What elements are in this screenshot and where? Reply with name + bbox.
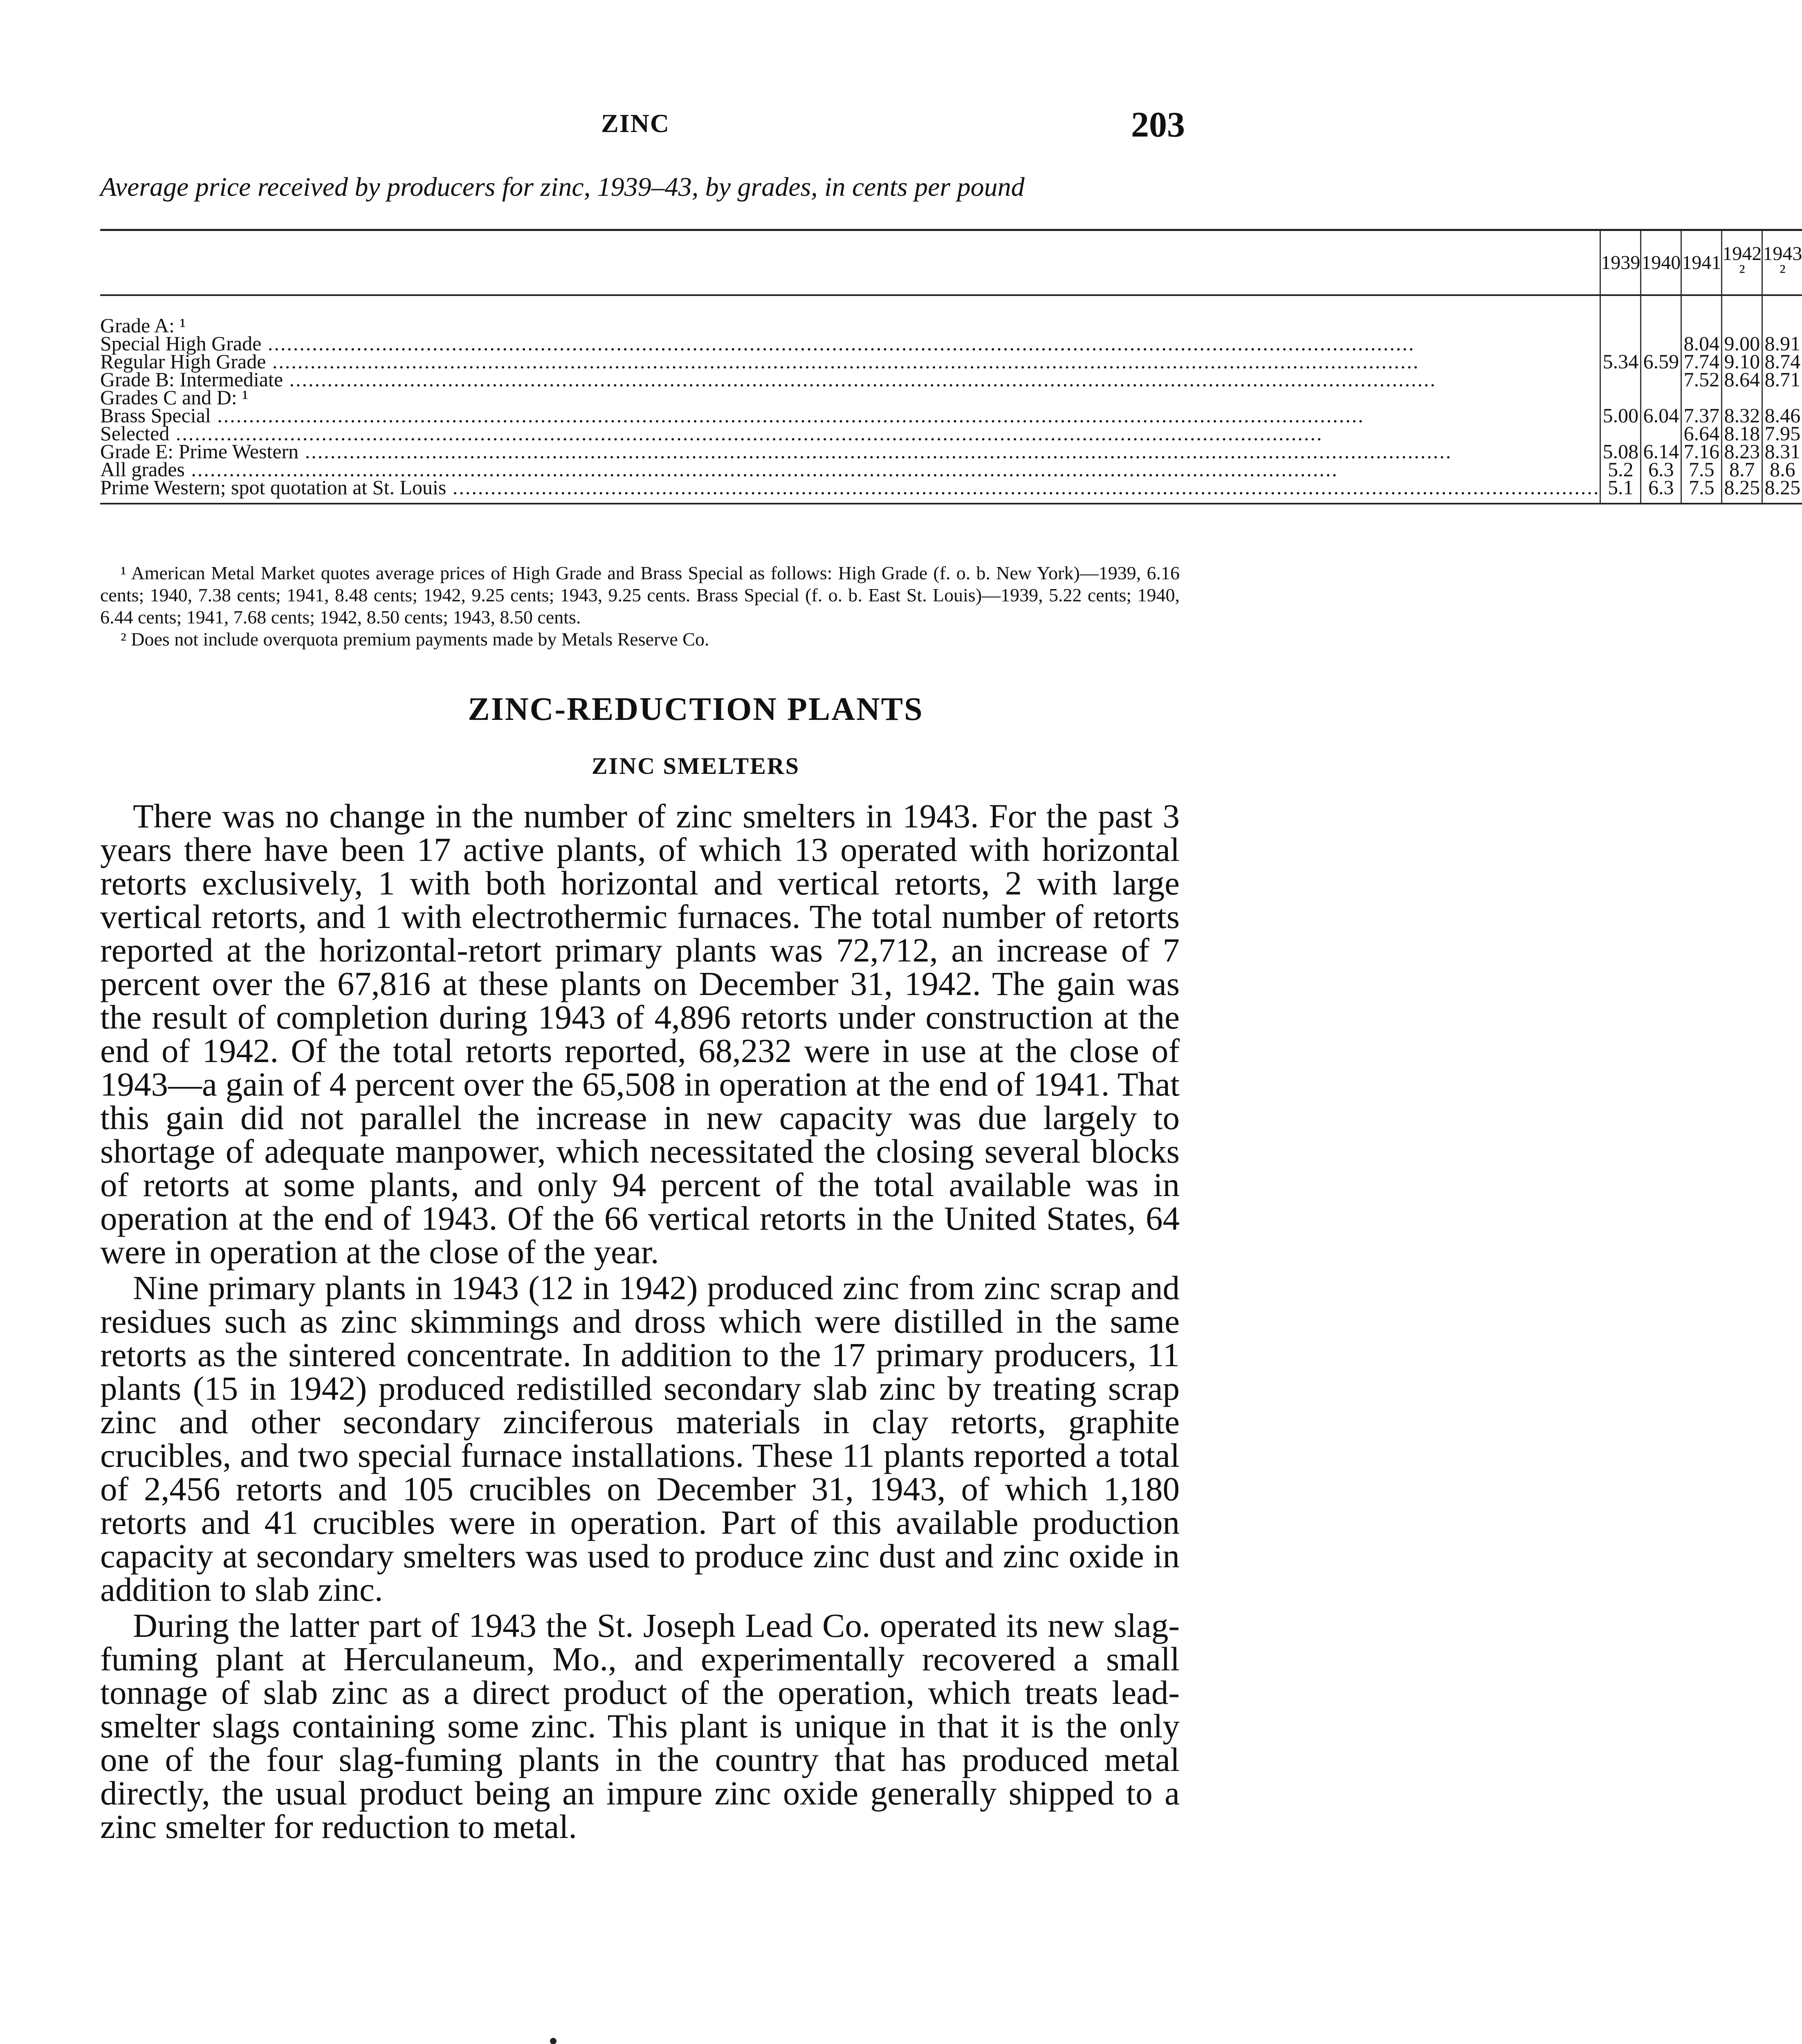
section-title: ZINC-REDUCTION PLANTS xyxy=(468,691,924,727)
table-cell: 6.64 xyxy=(1681,424,1722,442)
table-cell: 7.16 xyxy=(1681,442,1722,460)
table-cell: 9.10 xyxy=(1722,352,1762,370)
row-label: Brass Special ..... xyxy=(100,404,1364,427)
table-cell: 5.34 xyxy=(1600,352,1641,370)
row-label: Selected ..... xyxy=(100,422,1323,445)
table-row xyxy=(100,295,1802,334)
column-header: 1943 ² xyxy=(1762,230,1802,296)
table-cell: 8.64 xyxy=(1722,370,1762,388)
page-number: 203 xyxy=(1131,105,1185,145)
table-cell: 8.71 xyxy=(1762,370,1802,388)
table-cell xyxy=(1762,295,1802,334)
table-cell: 8.7 xyxy=(1722,460,1762,478)
row-label: Grades C and D: ¹ xyxy=(100,386,249,409)
column-header: 1942 ² xyxy=(1722,230,1762,296)
table-cell: 7.52 xyxy=(1681,370,1722,388)
table-cell: 9.00 xyxy=(1722,334,1762,352)
table-cell: 8.04 xyxy=(1681,334,1722,352)
column-header: 1939 xyxy=(1600,230,1641,296)
body-text xyxy=(100,799,1180,1846)
table-cell: 8.46 xyxy=(1762,406,1802,424)
table-cell xyxy=(1641,370,1681,388)
table-cell: 7.37 xyxy=(1681,406,1722,424)
table-row xyxy=(100,478,1802,504)
paragraph: There was no change in the number of zinc smelters in 1943. For the past 3 years there have been 17 active plants, of which 13 operated with horizontal retorts exclusively, 1 with both horizontal and vertical retorts, 2 with large vertical retorts, and 1 with electrothermic furnaces. The total number of retorts reported at the horizontal-retort primary plants was 72,712, an increase of 7 percent over the 67,816 at these plants on December 31, 1942. The gain was the result of completion during 1943 of 4,896 retorts under construction at the end of 1942. Of the total retorts reported, 68,232 were in use at the close of 1943—a gain of 4 percent over the 65,508 in operation at the end of 1941. That this gain did not parallel the increase in new capacity was due largely to shortage of adequate manpower, which necessitated the closing several blocks of retorts at some plants, and only 94 percent of the total available was in operation at the end of 1943. Of the 66 vertical retorts in the United States, 64 were in operation at the close of the year. xyxy=(100,797,1180,1271)
row-label: Grade A: ¹ xyxy=(100,314,186,337)
row-label: Special High Grade ..... xyxy=(100,332,1415,355)
table-cell: 8.31 xyxy=(1762,442,1802,460)
table-cell xyxy=(1600,370,1641,388)
row-label: Grade B: Intermediate ..... xyxy=(100,368,1436,391)
footnote: ¹ American Metal Market quotes average prices of High Grade and Brass Special as follows: High Grade (f. o. b. New York)—1939, 6.16 cents; 1940, 7.38 cents; 1941, 8.48 cents; 1942, 9.25 cents; 1943, 9.25 cents. Brass Special (f. o. b. East St. Louis)—1939, 5.22 cents; 1940, 6.44 cents; 1941, 7.68 cents; 1942, 8.50 cents; 1943, 8.50 cents. xyxy=(100,563,1180,628)
table-cell xyxy=(1681,295,1722,334)
table-header-row xyxy=(100,230,1802,296)
row-label: Prime Western; spot quotation at St. Louis ..... xyxy=(100,476,1600,499)
paragraph: Nine primary plants in 1943 (12 in 1942) produced zinc from zinc scrap and residues such as zinc skimmings and dross which were distilled in the same retorts as the sintered concentrate. In addition to the 17 primary producers, 11 plants (15 in 1942) produced redistilled secondary slab zinc by treating scrap zinc and other secondary zinciferous materials in clay retorts, graphite crucibles, and two special furnace installations. These 11 plants reported a total of 2,456 retorts and 105 crucibles on December 31, 1943, of which 1,180 retorts and 41 crucibles were in operation. Part of this available production capacity at secondary smelters was used to produce zinc dust and zinc oxide in addition to slab zinc. xyxy=(100,1269,1180,1608)
row-label: Regular High Grade ..... xyxy=(100,350,1419,373)
table-cell: 7.5 xyxy=(1681,460,1722,478)
paragraph: During the latter part of 1943 the St. Joseph Lead Co. operated its new slag-fuming plant at Herculaneum, Mo., and experimentally recovered a small tonnage of slab zinc as a direct product of the operation, which treats lead-smelter slags containing some zinc. This plant is unique in that it is the only one of the four slag-fuming plants in the country that has produced metal directly, the usual product being an impure zinc oxide generally shipped to a zinc smelter for reduction to metal. xyxy=(100,1607,1180,1845)
printer-dot xyxy=(550,2038,557,2044)
table-cell: 7.74 xyxy=(1681,352,1722,370)
table-cell: 8.6 xyxy=(1762,460,1802,478)
table-cell: 6.04 xyxy=(1641,406,1681,424)
running-title: ZINC xyxy=(601,109,670,138)
table-footnotes xyxy=(100,562,1180,650)
table-row xyxy=(100,370,1802,388)
footnote: ² Does not include overquota premium payments made by Metals Reserve Co. xyxy=(121,629,709,650)
page-header xyxy=(0,104,1391,149)
column-header: 1941 xyxy=(1681,230,1722,296)
table-cell xyxy=(1600,295,1641,334)
table-cell: 8.74 xyxy=(1762,352,1802,370)
table-cell: 5.00 xyxy=(1600,406,1641,424)
table-cell: 6.14 xyxy=(1641,442,1681,460)
row-label: All grades ..... xyxy=(100,458,1338,481)
table-cell: 5.1 xyxy=(1600,478,1641,504)
table-cell: 8.25 xyxy=(1762,478,1802,504)
table-cell: 8.25 xyxy=(1722,478,1762,504)
subsection-title: ZINC SMELTERS xyxy=(591,753,800,779)
table-cell: 7.95 xyxy=(1762,424,1802,442)
table-cell: 8.18 xyxy=(1722,424,1762,442)
table-cell xyxy=(1641,295,1681,334)
table-cell: 8.23 xyxy=(1722,442,1762,460)
price-table xyxy=(100,229,1802,504)
table-cell: 6.59 xyxy=(1641,352,1681,370)
table-cell: 7.5 xyxy=(1681,478,1722,504)
row-label: Grade E: Prime Western ..... xyxy=(100,440,1452,463)
table-cell: 8.32 xyxy=(1722,406,1762,424)
table-cell: 5.2 xyxy=(1600,460,1641,478)
stub-header xyxy=(100,230,1600,296)
table-cell: 8.91 xyxy=(1762,334,1802,352)
table-cell xyxy=(1722,295,1762,334)
table-cell: 6.3 xyxy=(1641,460,1681,478)
column-header: 1940 xyxy=(1641,230,1681,296)
table-cell: 6.3 xyxy=(1641,478,1681,504)
table-cell: 5.08 xyxy=(1600,442,1641,460)
table-caption: Average price received by producers for zinc, 1939–43, by grades, in cents per pound xyxy=(100,172,1025,202)
